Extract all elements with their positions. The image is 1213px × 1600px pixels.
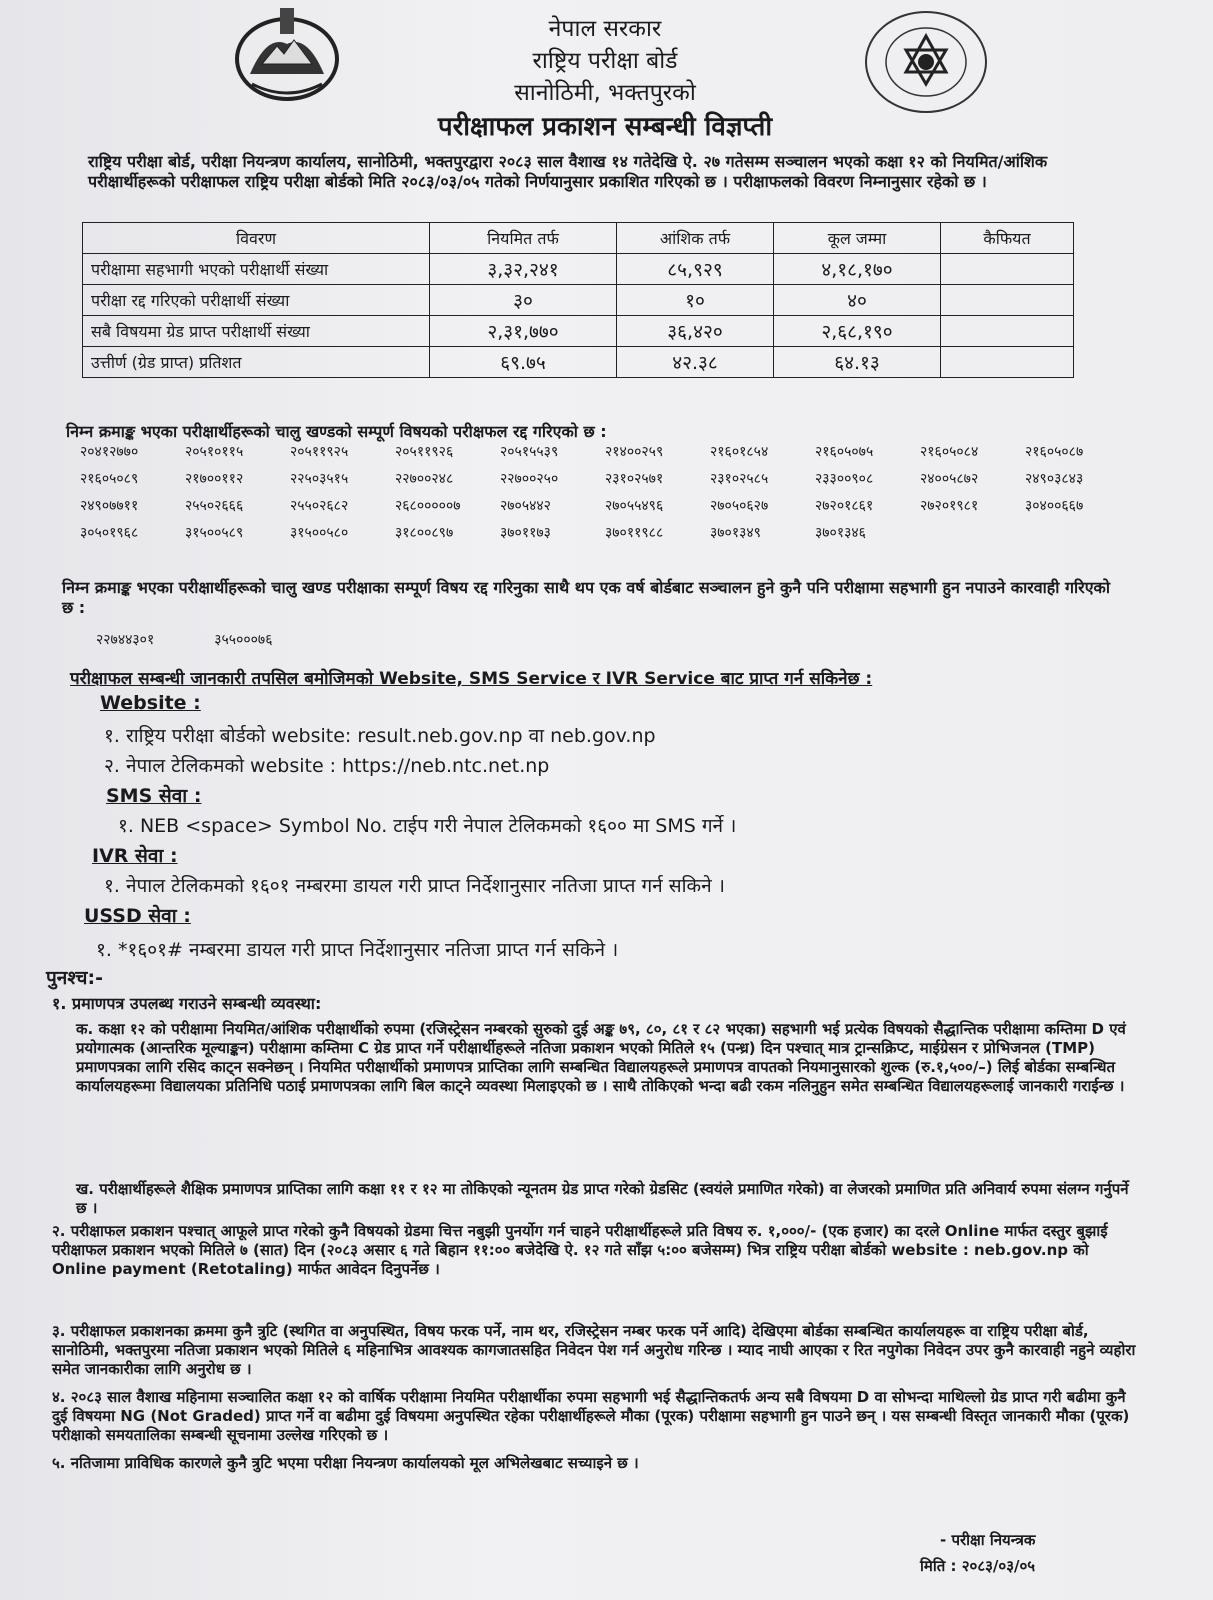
ussd-item: १. *१६०१# नम्बरमा डायल गरी प्राप्त निर्देशानुसार नतिजा प्राप्त गर्न सकिने ।	[96, 939, 619, 961]
table-cell	[941, 347, 1074, 378]
website-label: Website :	[100, 692, 201, 714]
table-cell: १०	[617, 285, 774, 316]
ps1-ka: क. कक्षा १२ को परीक्षामा नियमित/आंशिक परीक्षार्थीको रुपमा (रजिस्ट्रेसन नम्बरको सुरुको दुई अङ्क ७९, ८०, ८१ र ८२ भएका) सहभागी भई प्रत्येक विषयको सैद्धान्तिक परीक्षामा कम्तिमा D एवं प्रयोगात्मक (आन्तरिक मूल्याङ्कन) परीक्षामा कम्तिमा C ग्रेड प्राप्त गर्ने परीक्षार्थीहरूले नतिजा प्रकाशन भएको मितिले १५ (पन्ध्र) दिन पश्चात् मात्र ट्रान्सक्रिप्ट, माईग्रेसन र प्रोभिजनल (TMP) प्रमाणपत्रका लागि रसिद काट्न सक्नेछन् । नियमित परीक्षार्थीको प्रमाणपत्र प्राप्तिका लागि सम्बन्धित विद्यालयहरूले प्रमाणपत्र वापतको नियमानुसारको शुल्क (रु.१,५००/–) लिई बोर्डका सम्बन्धित कार्यालयहरूमा विद्यालयका प्रतिनिधि पठाई प्रमाणपत्रका लागि बिल काट्ने व्यवस्था मिलाइएको छ । साथै तोकिएको भन्दा बढी रकम नलिनुहुन समेत सम्बन्धित विद्यालयहरूलाई जानकारी गराईन्छ ।	[76, 1020, 1126, 1095]
roll-number: ३७०१३४६	[815, 525, 866, 541]
nepal-emblem-icon	[232, 4, 342, 102]
table-cell: ३६,४२०	[617, 316, 774, 347]
roll-number: २४००५८७२	[920, 471, 979, 487]
roll-number: २०५१०११५	[185, 444, 244, 460]
roll-number: २३१०२५७१	[605, 471, 664, 487]
roll-row	[80, 469, 1130, 496]
sms-item: १. NEB <space> Symbol No. टाईप गरी नेपाल टेलिकमको १६०० मा SMS गर्ने ।	[118, 815, 737, 837]
ps3: ३. परीक्षाफल प्रकाशनका क्रममा कुनै त्रुटि (स्थगित वा अनुपस्थित, विषय फरक पर्ने, नाम थर, रजिस्ट्रेसन नम्बर फरक पर्ने आदि) देखिएमा बोर्डका सम्बन्धित कार्यालयहरू वा राष्ट्रिय परीक्षा बोर्ड, सानोठिमी, भक्तपुरमा नतिजा प्रकाशन भएको मितिले ६ महिनाभित्र आवश्यक कागजातसहित निवेदन पेश गर्न अनुरोध गरिन्छ । म्याद नाघी आएका र रित नपुगेका निवेदन उपर कुनै कारवाही नहुने व्यहोरा समेत जानकारीका लागि अनुरोध छ ।	[52, 1322, 1136, 1378]
table-cell	[941, 285, 1074, 316]
ban-note: निम्न क्रमाङ्क भएका परीक्षार्थीहरूको चालु खण्ड परीक्षाका सम्पूर्ण विषय रद्द गरिनुका साथै थप एक वर्ष बोर्डबाट सञ्चालन हुने कुनै पनि परीक्षामा सहभागी हुन नपाउने कारवाही गरिएको छ :	[62, 578, 1110, 617]
notice-date: मिति : २०८३/०३/०५	[920, 1557, 1036, 1575]
roll-number: २५५०२६६६	[185, 498, 244, 514]
roll-number: २१७००११२	[185, 471, 244, 487]
roll-number: २१४००२५९	[605, 444, 664, 460]
roll-number: २४९०३८४३	[1025, 471, 1084, 487]
table-header: कैफियत	[941, 223, 1074, 254]
table-row	[83, 254, 1074, 285]
table-header: नियमित तर्फ	[430, 223, 617, 254]
ps4: ४. २०८३ साल वैशाख महिनामा सञ्चालित कक्षा १२ को वार्षिक परीक्षामा नियमित परीक्षार्थीका रुपमा सहभागी भई सैद्धान्तिकतर्फ अन्य सबै विषयमा D वा सोभन्दा माथिल्लो ग्रेड प्राप्त गरी बढीमा कुनै दुई विषयमा NG (Not Graded) प्राप्त गर्ने वा बढीमा दुई विषयमा अनुपस्थित रहेका परीक्षार्थीहरूले मौका (पूरक) परीक्षामा सहभागी हुन पाउने छन् । यस सम्बन्धी विस्तृत जानकारी मौका (पूरक) परीक्षाको समयतालिका सम्बन्धी सूचनामा उल्लेख गरिएको छ ।	[52, 1388, 1130, 1444]
roll-number: २०४१२७७०	[80, 444, 139, 460]
roll-number: २१६०५०७५	[815, 444, 874, 460]
roll-number: ३१५००५८९	[185, 525, 244, 541]
header-location: सानोठिमी, भक्तपुरको	[514, 80, 696, 106]
roll-number: २७०५०६२७	[710, 498, 769, 514]
neb-seal-icon	[860, 6, 992, 116]
table-row	[83, 316, 1074, 347]
ivr-item: १. नेपाल टेलिकमको १६०१ नम्बरमा डायल गरी प्राप्त निर्देशानुसार नतिजा प्राप्त गर्न सकिने ।	[104, 875, 725, 897]
roll-row	[80, 496, 1130, 523]
roll-number: २१६०५०८४	[920, 444, 979, 460]
header-board: राष्ट्रिय परीक्षा बोर्ड	[532, 48, 678, 74]
roll-number: ३७०११७३	[500, 525, 551, 541]
table-header: विवरण	[83, 223, 430, 254]
table-row	[83, 347, 1074, 378]
table-cell	[941, 316, 1074, 347]
ivr-label: IVR सेवा :	[92, 845, 178, 867]
table-cell: ३,३२,२४१	[430, 254, 617, 285]
roll-number: २०५११९२५	[290, 444, 349, 460]
roll-number: २०५११९२६	[395, 444, 454, 460]
table-cell: उत्तीर्ण (ग्रेड प्राप्त) प्रतिशत	[83, 347, 430, 378]
table-cell: ८५,९२९	[617, 254, 774, 285]
table-cell: परीक्षामा सहभागी भएको परीक्षार्थी संख्या	[83, 254, 430, 285]
roll-number: ३७०११९८८	[605, 525, 664, 541]
table-cell	[941, 254, 1074, 285]
roll-number: २७०५५४९६	[605, 498, 664, 514]
roll-number: २०५१५५३९	[500, 444, 559, 460]
table-row	[83, 285, 1074, 316]
postscript-label: पुनश्च:-	[46, 967, 103, 989]
table-header-row	[83, 223, 1074, 254]
roll-number: २१६०५०८७	[1025, 444, 1084, 460]
cancel-note: निम्न क्रमाङ्क भएका परीक्षार्थीहरूको चालु खण्डको सम्पूर्ण विषयको परीक्षफल रद्द गरिएको छ :	[66, 422, 607, 441]
roll-number: २२७४४३०१	[96, 632, 155, 648]
cancelled-roll-list	[80, 442, 1130, 550]
table-header: कूल जम्मा	[774, 223, 941, 254]
roll-number: २१६०५०८९	[80, 471, 139, 487]
table-cell: ३०	[430, 285, 617, 316]
roll-number: ३५५०००७६	[214, 632, 273, 648]
website-item: २. नेपाल टेलिकमको website : https://neb.ntc.net.np	[104, 755, 550, 777]
table-cell: ६४.१३	[774, 347, 941, 378]
table-cell: ६९.७५	[430, 347, 617, 378]
roll-row	[80, 523, 1130, 550]
info-section-title: परीक्षाफल सम्बन्धी जानकारी तपसिल बमोजिमको Website, SMS Service र IVR Service बाट प्राप्त गर्न सकिनेछ :	[70, 669, 873, 689]
roll-number: ३०४००६६७	[1025, 498, 1084, 514]
roll-number: ३१८००८९७	[395, 525, 454, 541]
roll-row	[80, 442, 1130, 469]
roll-number: २१६०१८५४	[710, 444, 769, 460]
sms-label: SMS सेवा :	[106, 785, 202, 807]
header-govt: नेपाल सरकार	[548, 16, 662, 42]
table-cell: २,६८,१९०	[774, 316, 941, 347]
table-cell: ४०	[774, 285, 941, 316]
intro-paragraph: राष्ट्रिय परीक्षा बोर्ड, परीक्षा नियन्त्रण कार्यालय, सानोठिमी, भक्तपुरद्वारा २०८३ साल वैशाख १४ गतेदेखि ऐ. २७ गतेसम्म सञ्चालन भएको कक्षा १२ को नियमित/आंशिक परीक्षार्थीहरूको परीक्षाफल राष्ट्रिय परीक्षा बोर्डको मिति २०८३/०३/०५ गतेको निर्णयानुसार प्रकाशित गरिएको छ । परीक्षाफलको विवरण निम्नानुसार रहेको छ ।	[88, 152, 1048, 191]
notice-title: परीक्षाफल प्रकाशन सम्बन्धी विज्ञप्ती	[437, 112, 773, 142]
roll-number: २३३००९०८	[815, 471, 874, 487]
roll-number: २७२०१८६१	[815, 498, 874, 514]
table-cell: २,३१,७७०	[430, 316, 617, 347]
table-header: आंशिक तर्फ	[617, 223, 774, 254]
roll-number: २४९०७७११	[80, 498, 139, 514]
roll-number: २६८०००००७	[395, 498, 461, 514]
website-item: १. राष्ट्रिय परीक्षा बोर्डको website: result.neb.gov.np वा neb.gov.np	[104, 725, 656, 747]
table-cell: ४,१८,१७०	[774, 254, 941, 285]
ps1-kha: ख. परीक्षार्थीहरूले शैक्षिक प्रमाणपत्र प्राप्तिका लागि कक्षा ११ र १२ मा तोकिएको न्यूनतम ग्रेड प्राप्त गरेको ग्रेडसिट (स्वयंले प्रमाणित गरेको) वा लेजरको प्रमाणित प्रति अनिवार्य रुपमा संलग्न गर्नुपर्ने छ ।	[76, 1180, 1129, 1217]
roll-number: २७०५४४२	[500, 498, 551, 514]
signature: - परीक्षा नियन्त्रक	[940, 1531, 1036, 1549]
table-cell: सबै विषयमा ग्रेड प्राप्त परीक्षार्थी संख्या	[83, 316, 430, 347]
ussd-label: USSD सेवा :	[84, 905, 191, 927]
roll-number: २२७००२५०	[500, 471, 559, 487]
roll-number: २२५०३५१५	[290, 471, 349, 487]
roll-number: २३१०२५८५	[710, 471, 769, 487]
roll-number: २५५०२६८२	[290, 498, 349, 514]
table-cell: ४२.३८	[617, 347, 774, 378]
roll-number: २७२०१९८१	[920, 498, 979, 514]
ps5: ५. नतिजामा प्राविधिक कारणले कुनै त्रुटि भएमा परीक्षा नियन्त्रण कार्यालयको मूल अभिलेखबाट सच्याइने छ ।	[52, 1454, 639, 1472]
ps1-title: १. प्रमाणपत्र उपलब्ध गराउने सम्बन्धी व्यवस्था:	[52, 994, 322, 1013]
roll-number: ३०५०१९६८	[80, 525, 139, 541]
roll-number: २२७००२४८	[395, 471, 454, 487]
ps2: २. परीक्षाफल प्रकाशन पश्चात् आफूले प्राप्त गरेको कुनै विषयको ग्रेडमा चित्त नबुझी पुनर्योग गर्न चाहने परीक्षार्थीहरूले प्रति विषय रु. १,०००/- (एक हजार) का दरले Online मार्फत दस्तुर बुझाई परीक्षाफल प्रकाशन भएको मितिले ७ (सात) दिन (२०८३ असार ६ गते बिहान ११:०० बजेदेखि ऐ. १२ गते साँझ ५:०० बजेसम्म) भित्र राष्ट्रिय परीक्षा बोर्डको website : neb.gov.np को Online payment (Retotaling) मार्फत आवेदन दिनुपर्नेछ ।	[52, 1222, 1108, 1278]
table-cell: परीक्षा रद्द गरिएको परीक्षार्थी संख्या	[83, 285, 430, 316]
roll-number: ३७०१३४९	[710, 525, 761, 541]
banned-roll-list	[96, 630, 273, 649]
roll-number: ३१५००५८०	[290, 525, 349, 541]
results-table	[82, 222, 1074, 378]
